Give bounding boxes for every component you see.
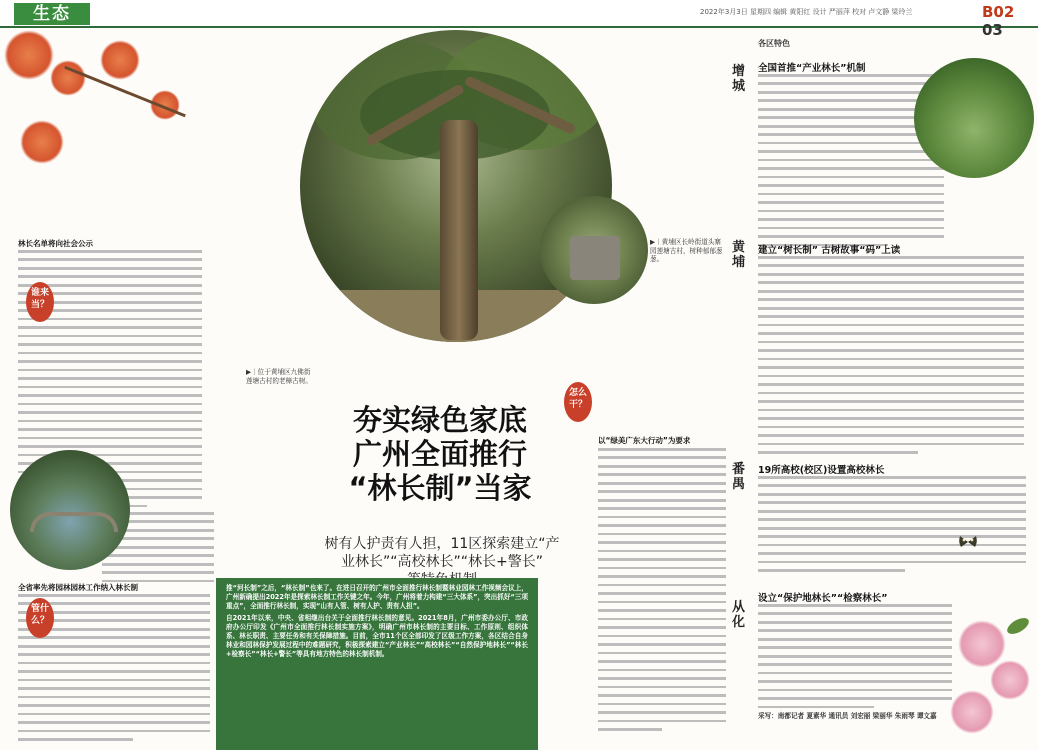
flower-decoration xyxy=(50,60,86,96)
butterfly-icon xyxy=(958,534,978,548)
leaf-decoration xyxy=(1005,615,1032,637)
section-label: 生态 xyxy=(14,3,90,25)
issue-meta: 2022年3月3日 星期四 编辑 黄阳红 设计 严丽萍 校对 卢文静 梁玲兰 xyxy=(700,8,913,16)
district-label-huangpu: 黄埔 xyxy=(732,240,746,270)
page-code: B02 03 xyxy=(982,3,1015,39)
photo-caption: ▶｜位于黄埔区九佛街莲塘古村的老樟古树。 xyxy=(246,368,312,385)
forest-hill-photo xyxy=(914,58,1034,178)
bridge-photo xyxy=(10,450,130,570)
village-photo xyxy=(540,196,648,304)
flower-decoration xyxy=(990,660,1030,700)
flower-decoration xyxy=(20,120,64,164)
photo-caption-2: ▶｜黄埔区长岭街道头寨园莲塘古村，树种郁郁葱葱。 xyxy=(650,238,723,263)
page-headline: 夯实绿色家底 广州全面推行 “林长制”当家 xyxy=(348,403,532,505)
lead-summary-box: 推“河长制”之后，“林长制”也来了。在进日召开的广州市全面推行林长制暨林业园林工作视频会议上，广州新确提出2022年是探索林长制工作关键之年。今年，广州将着力构建“三大体系”，突出抓好“三项重点”，全面推行林长制，实现“山有人管、树有人护、责有人担”。 自2021年以来，中央、省相继出台关于全面推行林长制的意见。2021年8月，广州市委办公厅、市政府办公厅印发《广州市全面推行林长制实施方案》，明确广州市林长制的主要目标、工作原则、组织体系、林长职责、主要任务和有关保障措施。目前，全市11个区全部印发了区级工作方案，各区结合自身林业和园林保护发展过程中的难题研究，积极探索建立“产业林长”“高校林长”“自然保护地林长”“林长+检察长”“林长+警长”等具有地方特色的林长制机制。 xyxy=(216,578,538,750)
flower-decoration xyxy=(950,690,994,734)
flower-decoration xyxy=(958,620,1006,668)
article-text-block xyxy=(758,256,1024,460)
district-title-conghua: 设立“保护地林长”“检察林长” xyxy=(758,593,888,604)
subheadline: 树有人护责有人担，11区探索建立“产 业林长”“高校林长”“林长+警长” xyxy=(324,536,560,570)
byline: 采写：南都记者 夏素华 通讯员 刘宏丽 梁丽华 朱雨琴 谭文嘉 xyxy=(758,712,937,720)
section-heading-1: 林长名单将向社会公示 xyxy=(18,239,93,248)
district-title-zengcheng: 全国首推“产业林长”机制 xyxy=(758,63,866,74)
article-text-block xyxy=(598,448,726,736)
district-label-zengcheng: 增城 xyxy=(732,64,746,94)
flower-decoration xyxy=(100,40,140,80)
district-label-panyu: 番禺 xyxy=(732,462,746,492)
district-title-huangpu: 建立“树长制” 古树故事“码”上读 xyxy=(758,245,901,256)
question-tag-how: 怎么干？ xyxy=(564,382,592,422)
section-heading-2: 全省率先将园林园林工作纳入林长制 xyxy=(18,583,138,592)
article-text-block xyxy=(758,604,952,714)
question-tag-who: 谁来当？ xyxy=(26,282,54,322)
district-label-conghua: 从化 xyxy=(732,600,746,630)
district-title-panyu: 19所高校(校区)设置高校林长 xyxy=(758,465,885,476)
flower-decoration xyxy=(4,30,54,80)
column-label: 各区特色 xyxy=(758,39,790,48)
question-tag-what: 管什么？ xyxy=(26,598,54,638)
article-text-block xyxy=(758,476,1026,578)
section-heading-3: 以“绿美广东大行动”为要求 xyxy=(598,436,691,445)
